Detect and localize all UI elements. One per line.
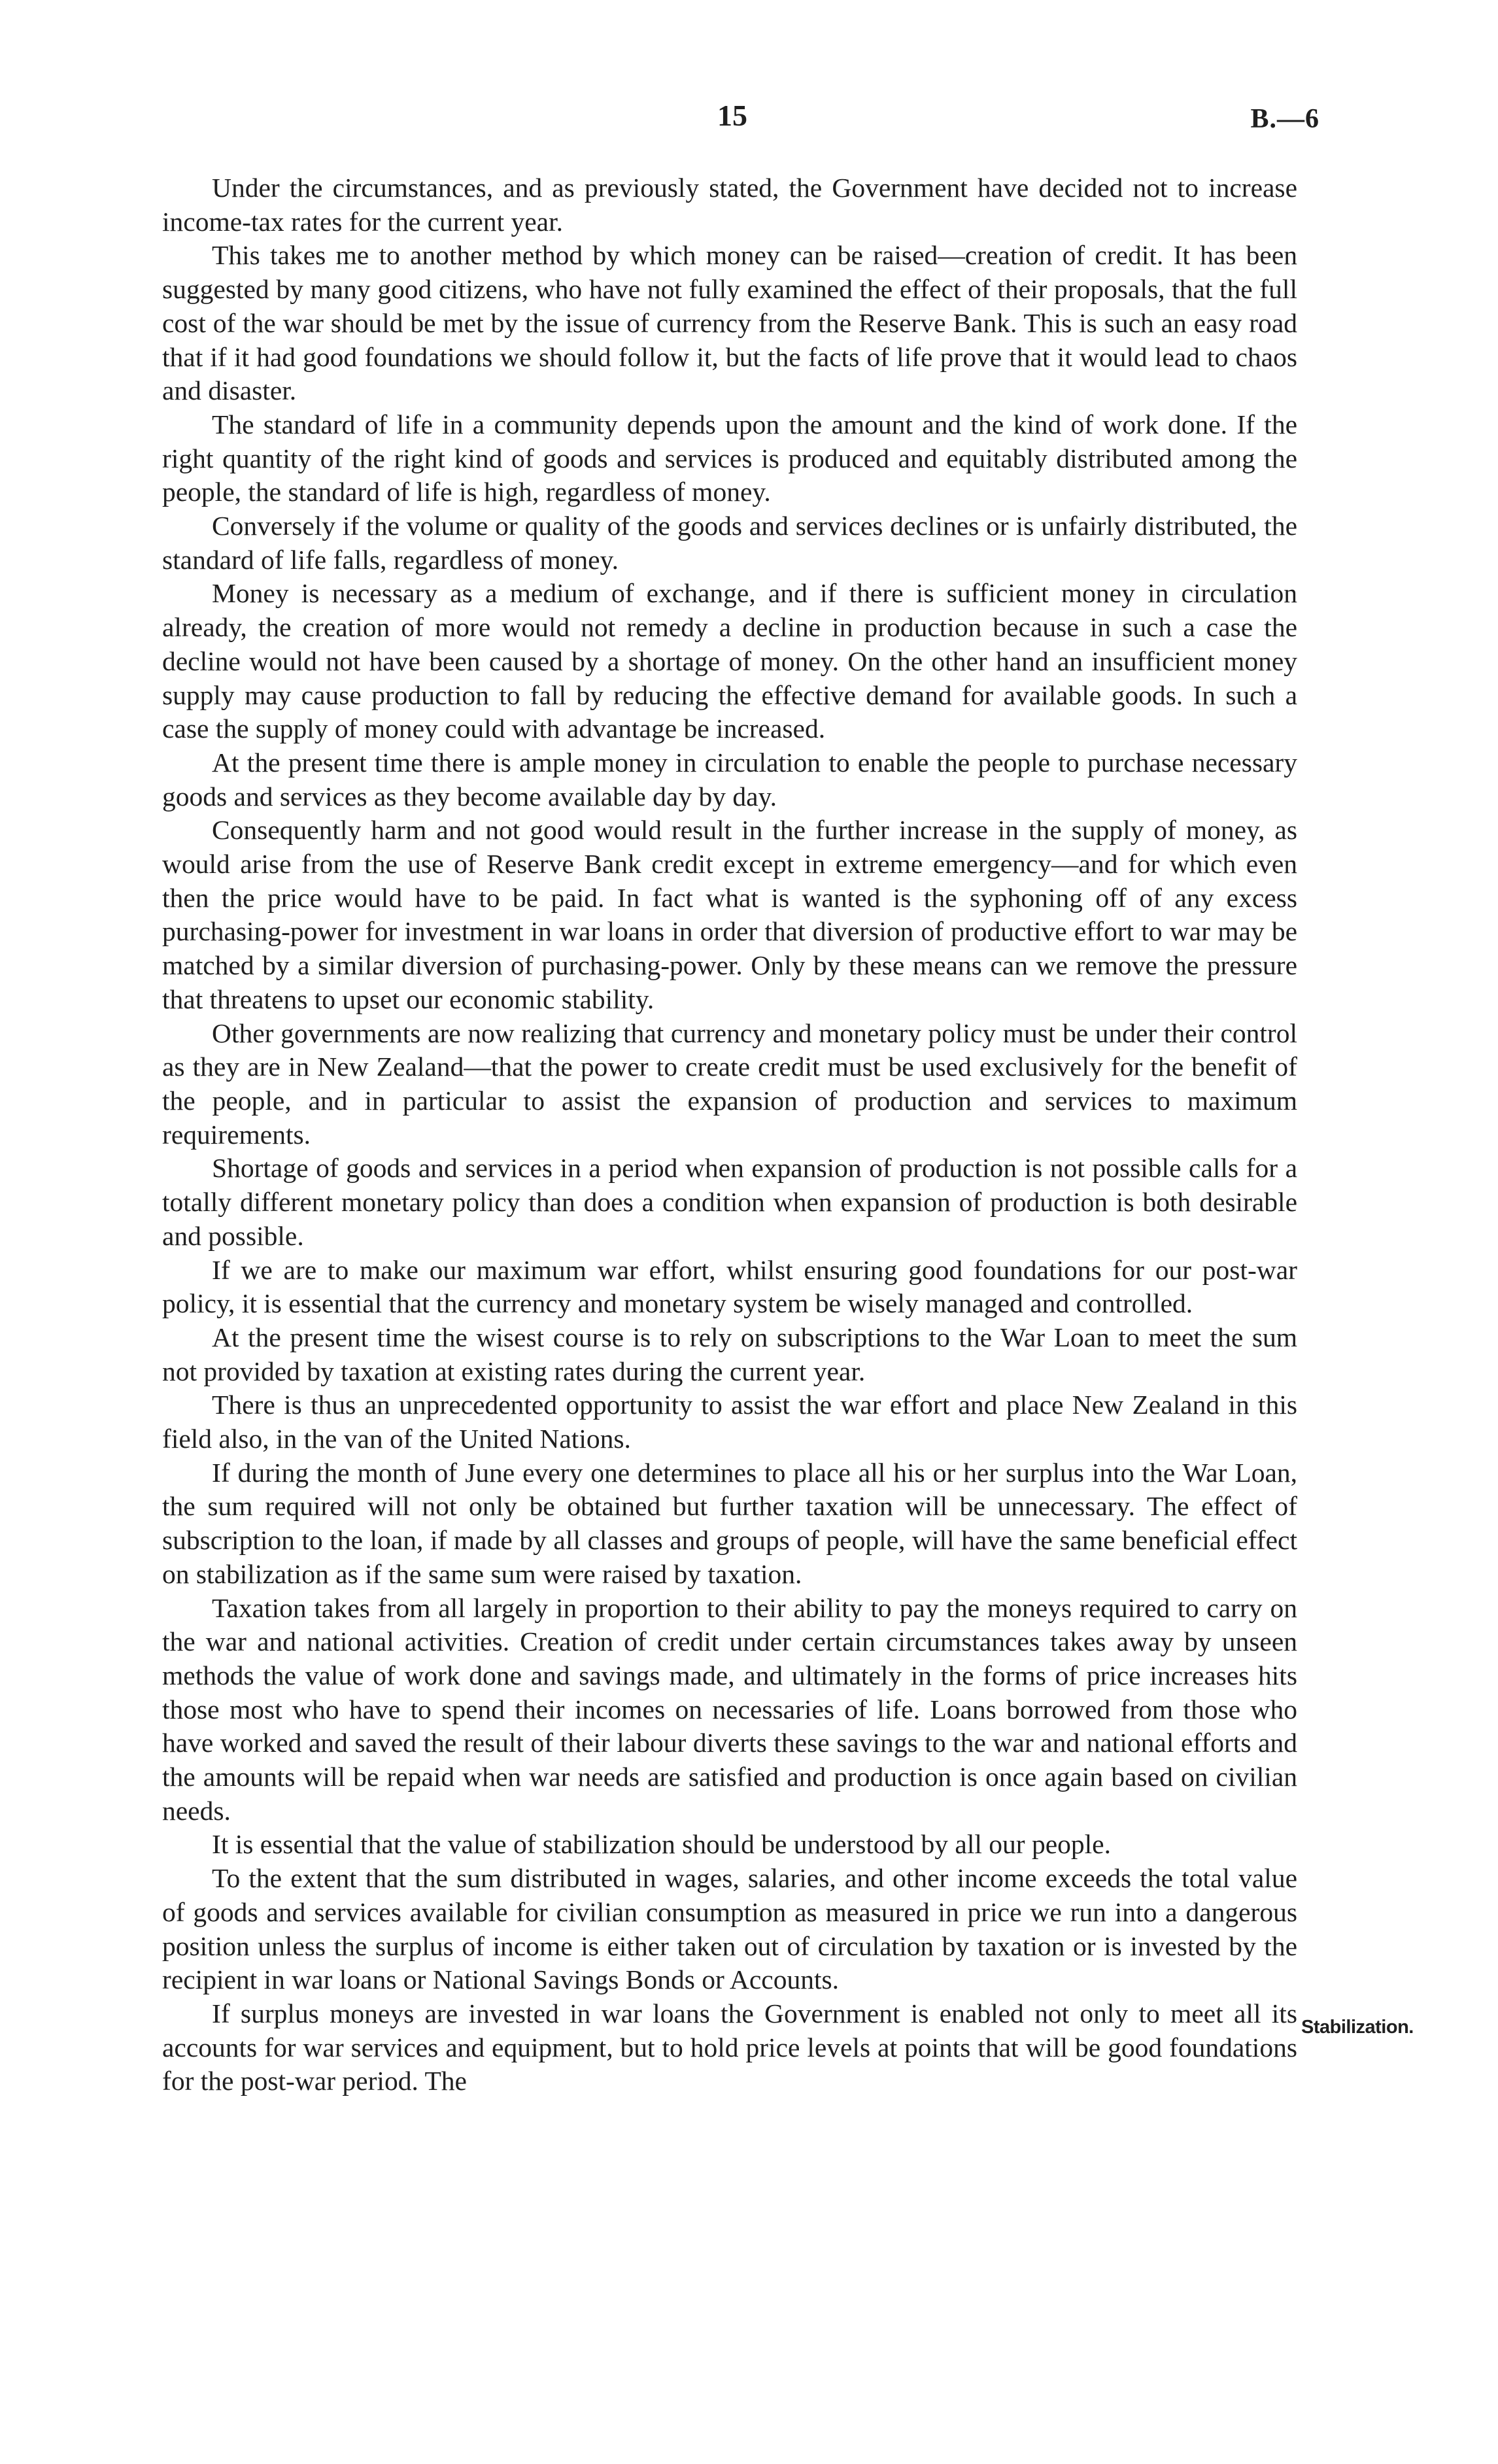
paragraph-money-medium-of-exchange: Money is necessary as a medium of exchange, and if there is sufficient money in circulation already, the creation of more would not remedy a decline in production because in such a case the decline would not have been caused by a shortage of money. On the other hand an insufficient money supply may cause production to fall by reducing the effective demand for available goods. In such a case the supply of money could with advantage be increased. bbox=[162, 578, 1297, 744]
paragraph-surplus-moneys: If surplus moneys are invested in war loans the Government is enabled not only to meet all its accounts for war services and equipment, but to hold price levels at points that will be good foundations for the post-war period. The bbox=[162, 1998, 1297, 2096]
paragraph-shortage-of-goods: Shortage of goods and services in a period when expansion of production is not possible calls for a totally different monetary policy than does a condition when expansion of production is both desirable and possible. bbox=[162, 1153, 1297, 1251]
page-number: 15 bbox=[717, 99, 747, 132]
document-reference: B.—6 bbox=[1250, 104, 1319, 134]
paragraph-consequently: Consequently harm and not good would result in the further increase in the supply of money, as would arise from the use of Reserve Bank credit except in extreme emergency—and for which even then the price would have to be paid. In fact what is wanted is the syphoning off of any excess purchasing-power for investment in war loans in order that diversion of productive effort to war may be matched by a similar diversion of purchasing-power. Only by these means can we remove the pressure that threatens to upset our economic stability. bbox=[162, 815, 1297, 1014]
paragraph-value-of-stabilization: It is essential that the value of stabilization should be understood by all our people. bbox=[212, 1829, 1111, 1860]
paragraph-standard-of-life: The standard of life in a community depends upon the amount and the kind of work done. If the right quantity of the right kind of goods and services is produced and equitably distributed among the people, the standard of life is high, regardless of money. bbox=[162, 409, 1297, 507]
body-text bbox=[162, 171, 1297, 2098]
paragraph-creation-of-credit: This takes me to another method by which money can be raised—creation of credit. It has been suggested by many good citizens, who have not fully examined the effect of their proposals, that the full cost of the war should be met by the issue of currency from the Reserve Bank. This is such an easy road that if it had good foundations we should follow it, but the facts of life prove that it would lead to chaos and disaster. bbox=[162, 240, 1297, 406]
paragraph-taxation-takes: Taxation takes from all largely in proportion to their ability to pay the moneys required to carry on the war and national activities. Creation of credit under certain circumstances takes away by unseen methods the value of work done and savings made, and ultimately in the forms of price increases hits those most who have to spend their incomes on necessaries of life. Loans borrowed from those who have worked and saved the result of their labour diverts these savings to the war and national efforts and the amounts will be repaid when war needs are satisfied and production is once again based on civilian needs. bbox=[162, 1592, 1297, 1826]
paragraph-maximum-war-effort: If we are to make our maximum war effort, whilst ensuring good foundations for our post-war policy, it is essential that the currency and monetary system be wisely managed and controlled. bbox=[162, 1254, 1297, 1319]
paragraph-month-of-june: If during the month of June every one determines to place all his or her surplus into the War Loan, the sum required will not only be obtained but further taxation will be unnecessary. The effect of subscription to the loan, if made by all classes and groups of people, will have the same beneficial effect on stabilization as if the same sum were raised by taxation. bbox=[162, 1457, 1297, 1589]
paragraph-ample-money: At the present time there is ample money in circulation to enable the people to purchase necessary goods and services as they become available day by day. bbox=[162, 747, 1297, 812]
margin-note-stabilization: Stabilization. bbox=[1301, 2017, 1414, 2038]
paragraph-extent-of-income: To the extent that the sum distributed in wages, salaries, and other income exceeds the total value of goods and services available for civilian consumption as measured in price we run into a dangerous position unless the surplus of income is either taken out of circulation by taxation or is invested by the recipient in war loans or National Savings Bonds or Accounts. bbox=[162, 1863, 1297, 1995]
paragraph-circumstances: Under the circumstances, and as previously stated, the Government have decided not to increase income-tax rates for the current year. bbox=[162, 173, 1297, 237]
paragraph-unprecedented-opportunity: There is thus an unprecedented opportunity to assist the war effort and place New Zealand in this field also, in the van of the United Nations. bbox=[162, 1390, 1297, 1454]
paragraph-other-governments: Other governments are now realizing that currency and monetary policy must be under their control as they are in New Zealand—that the power to create credit must be used exclusively for the benefit of the people, and in particular to assist the expansion of production and services to maximum requirements. bbox=[162, 1018, 1297, 1150]
paragraph-wisest-course: At the present time the wisest course is to rely on subscriptions to the War Loan to meet the sum not provided by taxation at existing rates during the current year. bbox=[162, 1322, 1297, 1386]
paragraph-conversely: Conversely if the volume or quality of the goods and services declines or is unfairly distributed, the standard of life falls, regardless of money. bbox=[162, 511, 1297, 575]
